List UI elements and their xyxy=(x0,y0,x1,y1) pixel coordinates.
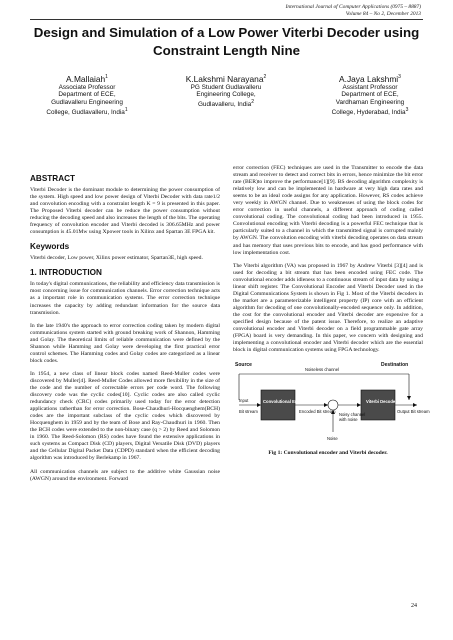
block-diagram xyxy=(233,360,430,446)
author-sup2: 3 xyxy=(405,106,409,113)
figure-caption: Fig 1: Convolutional encoder and Viterbi decoder. xyxy=(268,450,388,457)
author-sup: 1 xyxy=(105,74,108,80)
author-dept: Department of ECE, xyxy=(58,91,116,99)
journal-header xyxy=(161,4,421,17)
right-column xyxy=(233,165,430,457)
author-role: PG Student Gudlavalleru xyxy=(190,83,262,91)
author-dept: Engineering College, xyxy=(196,91,256,99)
page-number: 24 xyxy=(411,603,417,609)
fig-output-label: Output Bit stream xyxy=(397,409,430,415)
author-3 xyxy=(302,72,438,116)
author-inst2: College, Gudlavalleru, India xyxy=(46,108,125,116)
right-paragraph-1: error correction (FEC) techniques are used in the Transmitter to encode the data stream and receiver to detect and correct bits in errors, hence minimize the bit error rate (BER)to improve the performance[1][9]. BS decoding algorithm complexity is relatively low and can be implemented in hardware at very high data rates and seems to be an ideal code assigns for any application. However, RS codes achieve very weekly in AWGN channel. Due to weaknesses of using the block codes for error correction in useful channels, a different approach of coding called convolutional coding. The convolutional coding had been introduced in 1955. Convolutional encoding with Viterbi decoding is a powerful FEC technique that is particularly suited to a channel in which the transmitted signal is corrupted mainly by AWGN. The convolution encoding with viterbi decoding operates on data stream and has memory that uses previous bits to encode, and has good performance with low implementation cost. xyxy=(233,165,423,256)
fig-noiseless-label: Noiseless channel xyxy=(305,367,339,373)
intro-heading: 1. INTRODUCTION xyxy=(30,268,102,278)
author-inst: Gudlavalleru Engineering xyxy=(51,98,123,106)
author-role: Assistant Professor xyxy=(342,83,398,91)
fig-input-label: Input xyxy=(239,398,249,404)
intro-paragraph-4: All communication channels are subject to the additive white Gaussian noise (AWGN) around the environment. Forward xyxy=(30,468,220,482)
fig-noise-label: Noise xyxy=(327,436,338,442)
author-name: A.Jaya Lakshmi xyxy=(339,73,399,84)
author-sup2: 1 xyxy=(124,106,128,113)
header-rule xyxy=(30,19,423,20)
fig-noisy-label: Noisy channel xyxy=(339,412,366,418)
author-dept: Department of ECE, xyxy=(341,91,399,99)
author-block xyxy=(0,72,453,124)
fig-encoder-label: Convolutional Encoder xyxy=(263,399,309,405)
intro-paragraph-3: In 1954, a new class of linear block codes named Reed-Muller codes were discovered by Muller[4]. Reed-Muller Codes allowed more flexibility in the size of the code and the number of correctable errors per code word. The following discovery code was the cyclic codes[10]. Cyclic codes are also called cyclic redundancy check (CRC) codes primarily used today for the error detection applications ratherthan for error correction. Bose-Chaudhuri-Hocquenghem(BCH) codes are the important subclass of the cyclic codes which discovered by Hocquenghem in 1959 and by the team of Bose and Ray-Chaudhuri in 1960. Then the BCH codes were extended to the non-binary case (q > 2) by Reed and Solomon in 1960. The Reed-Solomon (RS) codes have found the extensive applications in such systems as Compact Disk (CD) players, Digital Versatile Disk (DVD) players and the Cellular Digital Packet Data (CDPD) standard when the efficient decoding algorithm was introduced by Berlekamp in 1967. xyxy=(30,370,220,462)
author-1 xyxy=(22,72,152,116)
fig-with-noise-label: with noise xyxy=(339,417,358,423)
intro-paragraph-2: In the late 1940's the approach to error correction coding taken by modern digital communications system started with ground breaking work of Shannon, Hamming and Golay. The theoretical limits of reliable communication were defined by the Shannon while Hamming and Golay were developing the first practical error control schemes. The Hamming codes and Golay codes are categorized as a linear block codes. xyxy=(30,322,220,364)
journal-volume: Volume 84 – No 2, December 2013 xyxy=(345,10,421,17)
author-sup: 3 xyxy=(398,74,401,80)
author-name: K.Lakshmi Narayana xyxy=(185,73,264,84)
author-sup2: 2 xyxy=(251,98,255,105)
author-inst: Gudlavalleru, India xyxy=(197,101,252,109)
left-column xyxy=(30,174,220,489)
fig-decoder-label: Viterbi Decoder xyxy=(366,399,397,405)
fig-encoded-label: Encoded Bit stream xyxy=(299,409,336,415)
fig-source-label: Source xyxy=(235,362,252,369)
author-2 xyxy=(158,72,294,109)
keywords-text: Viterbi decoder, Low power, Xilinx power estimator, Spartan3E, high speed. xyxy=(30,255,203,262)
fig-destination-label: Destination xyxy=(381,362,409,369)
author-role: Associate Professor xyxy=(58,83,116,91)
author-inst2: College, Hyderabad, India xyxy=(331,108,406,116)
fig-bitstream-label: Bit stream xyxy=(239,409,258,415)
journal-name: International Journal of Computer Applications (0975 – 8887) xyxy=(285,4,421,10)
author-name: A.Mallaiah xyxy=(66,73,106,84)
author-inst: Vardhaman Engineering xyxy=(335,98,405,106)
right-paragraph-2: The Viterbi algorithm (VA) was proposed in 1967 by Andrew Viterbi [3][4] and is used for decoding a bit stream that has been encoded using FEC code. The convolutional encoder adds idleness to a continuous stream of input data by using a linear shift register. The Convolutional Encoder and Viterbi Decoder used in the Digital Communications System is shown in Fig 1. Most of the Viterbi decoders in the market are a parameterizable intelligent property (IP) core with an efficient algorithm for decoding of one convolutionally-encoded sequence only. In addition, the cost for the convolutional encoder and Viterbi decoder are expensive for a specified design because of the patent issue. Therefore, to realize an adaptive convolutional encoder and Viterbi decoder on a field programmable gate array (FPGA) board is very demanding. In this paper, we concern with designing and implementing a convolutional encoder and Viterbi decoder which are the essential block in digital communication systems using FPGA technology. xyxy=(233,262,423,354)
intro-paragraph-1: In today's digital communications, the reliability and efficiency data transmission is most concerning issue for communication channels. Error correction technique acts as a important role in communication systems. The error correction technique increases the capacity by adding redundant information for the source data transmission. xyxy=(30,281,220,316)
paper-title: Design and Simulation of a Low Power Viterbi Decoder using Constraint Length Nine xyxy=(33,25,420,58)
figure-1 xyxy=(233,360,430,446)
author-sup: 2 xyxy=(263,74,267,80)
abstract-text: Viterbi Decoder is the dominant module to determining the power consumption of the system. High speed and low power design of Viterbi Decoder with data rate1/2 and convolution encoding with a constraint length K = 9 is presented in this paper. The Proposed Viterbi decoder can be reduce the power consumption without reducing the decoding speed and also increases the length of the bits. The operating frequency of convolution encoder and Viterbi decoded is 306.65MHz and power consumption is 45.01Mw using Xpower tools in Xilinx and Spartan 3E FPGA kit. xyxy=(30,187,220,236)
abstract-heading: ABSTRACT xyxy=(30,174,76,183)
keywords-heading: Keywords xyxy=(30,242,70,252)
